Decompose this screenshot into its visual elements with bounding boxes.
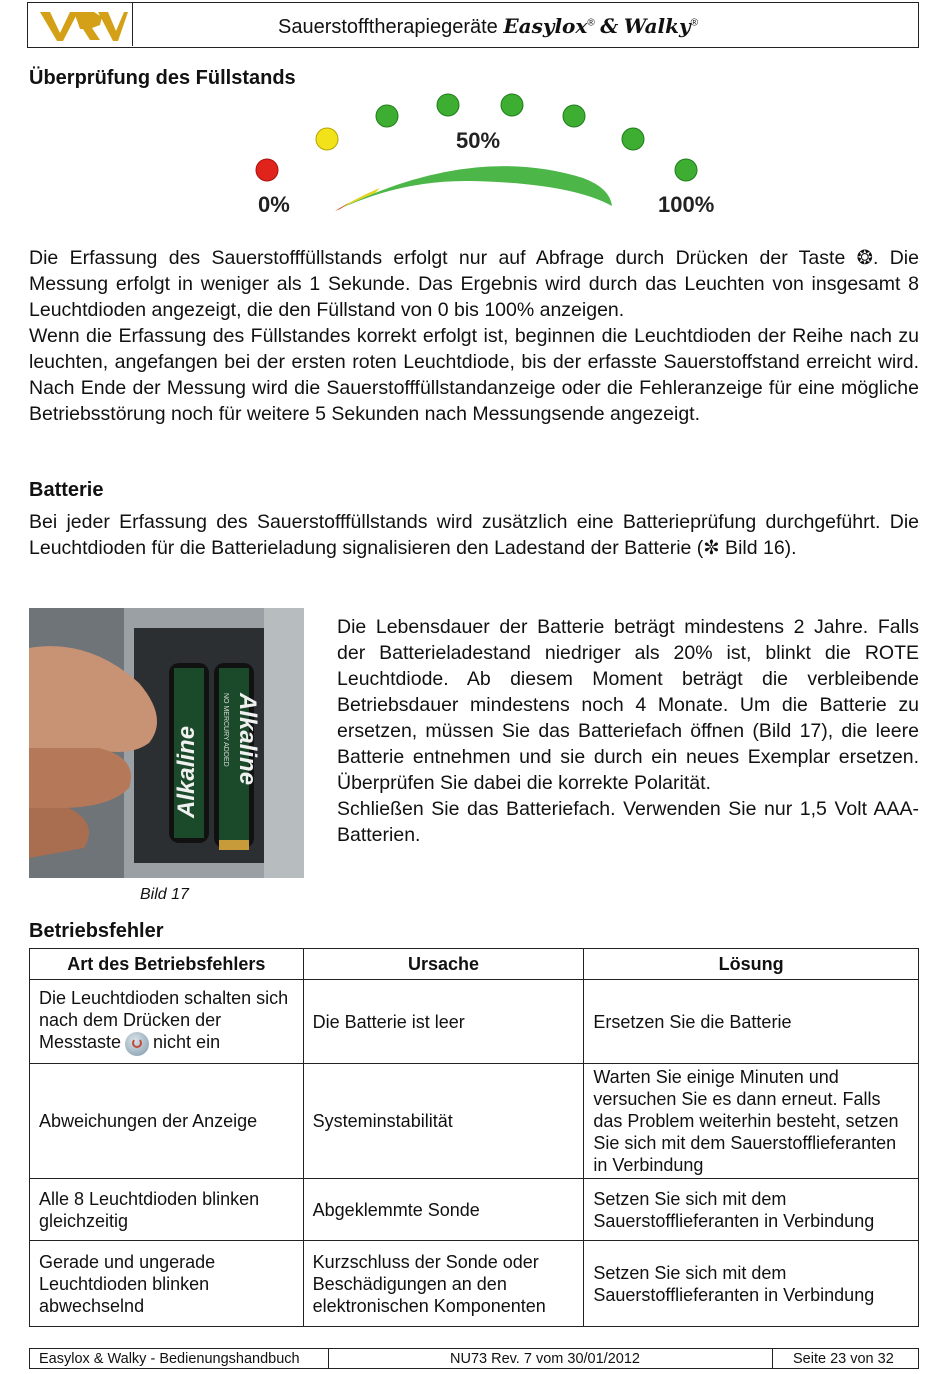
cause-cell: Abgeklemmte Sonde bbox=[303, 1179, 584, 1241]
label-100-percent: 100% bbox=[658, 192, 715, 217]
heading-battery: Batterie bbox=[29, 479, 104, 501]
table-header-row bbox=[30, 949, 919, 980]
error-cell: Abweichungen der Anzeige bbox=[30, 1064, 304, 1179]
table-row bbox=[30, 1241, 919, 1327]
heading-operating-errors: Betriebsfehler bbox=[29, 920, 164, 942]
led-8 bbox=[675, 159, 697, 181]
brand-walky: Walky bbox=[623, 14, 691, 38]
solution-cell: Setzen Sie sich mit dem Sauerstofflieferanten in Verbindung bbox=[584, 1179, 919, 1241]
led-6 bbox=[563, 105, 585, 127]
table-row bbox=[30, 980, 919, 1064]
power-button-icon bbox=[125, 1032, 149, 1056]
gauge-arc-green bbox=[335, 166, 612, 211]
column-header-cause: Ursache bbox=[303, 949, 584, 980]
footer-divider bbox=[772, 1349, 773, 1368]
label-0-percent: 0% bbox=[258, 192, 290, 217]
battery-replacement-text bbox=[337, 614, 919, 848]
footer-divider bbox=[328, 1349, 329, 1368]
measure-button-icon: ❂ bbox=[856, 247, 873, 269]
heading-fill-level: Überprüfung des Füllstands bbox=[29, 67, 296, 89]
fill-level-description bbox=[29, 245, 919, 427]
svg-text:NO MERCURY ADDED: NO MERCURY ADDED bbox=[222, 693, 229, 767]
registered-mark: ® bbox=[587, 17, 595, 29]
ampersand: & bbox=[600, 14, 619, 38]
document-title bbox=[278, 14, 698, 39]
paragraph-battery-life: Die Lebensdauer der Batterie beträgt mindestens 2 Jahre. Falls der Batterieladestand niedriger als 20% ist, blinkt die ROTE Leuchtdiode. Ab diesem Moment beträgt die verbleibende Betriebsdauer mindestens noch 4 Monate. Um die Batterie zu ersetzen, müssen Sie das Batteriefach öffnen (Bild 17), die leere Batterie entnehmen und sie durch ein neues Exemplar ersetzen. Überprüfen Sie dabei die korrekte Polarität. bbox=[337, 616, 919, 794]
solution-cell: Setzen Sie sich mit dem Sauerstofflieferanten in Verbindung bbox=[584, 1241, 919, 1327]
cause-cell: Systeminstabilität bbox=[303, 1064, 584, 1179]
table-row bbox=[30, 1179, 919, 1241]
svg-text:Alkaline: Alkaline bbox=[173, 725, 200, 818]
page-footer bbox=[29, 1348, 919, 1369]
battery-compartment-photo bbox=[29, 608, 304, 878]
cause-cell: Die Batterie ist leer bbox=[303, 980, 584, 1064]
page-header bbox=[27, 2, 919, 48]
title-prefix: Sauerstofftherapiegeräte bbox=[278, 16, 498, 38]
error-cell: Alle 8 Leuchtdioden blinken gleichzeitig bbox=[30, 1179, 304, 1241]
led-2 bbox=[316, 128, 338, 150]
svg-text:Alkaline: Alkaline bbox=[234, 693, 261, 786]
footer-revision: NU73 Rev. 7 vom 30/01/2012 bbox=[450, 1351, 640, 1367]
fill-level-gauge bbox=[240, 88, 720, 223]
vrv-logo-icon bbox=[28, 3, 132, 46]
cause-cell: Kurzschluss der Sonde oder Beschädigungen an den elektronischen Komponenten bbox=[303, 1241, 584, 1327]
brand-easylox: Easylox bbox=[503, 14, 588, 38]
led-7 bbox=[622, 128, 644, 150]
column-header-solution: Lösung bbox=[584, 949, 919, 980]
reference-icon: ✼ bbox=[703, 537, 720, 559]
battery-description: Bei jeder Erfassung des Sauerstofffüllstands wird zusätzlich eine Batterieprüfung durchgeführt. Die Leuchtdioden für die Batterieladung signalisieren den Ladestand der Batterie (✼ Bild 16). bbox=[29, 511, 919, 559]
label-50-percent: 50% bbox=[456, 128, 501, 153]
error-cell: Die Leuchtdioden schalten sich nach dem Drücken der Messtaste nicht ein bbox=[30, 980, 304, 1064]
led-4 bbox=[437, 94, 459, 116]
footer-page-number: Seite 23 von 32 bbox=[793, 1351, 894, 1367]
registered-mark: ® bbox=[690, 17, 699, 29]
led-1 bbox=[256, 159, 278, 181]
footer-manual-title: Easylox & Walky - Bedienungshandbuch bbox=[39, 1351, 300, 1367]
operating-errors-table bbox=[29, 948, 919, 1327]
table-row bbox=[30, 1064, 919, 1179]
paragraph-measurement: Die Erfassung des Sauerstofffüllstands erfolgt nur auf Abfrage durch Drücken der Taste ❂. Die Messung erfolgt in weniger als 1 Sekunde. Das Ergebnis wird durch das Leuchten von insgesamt 8 Leuchtdioden angezeigt, die den Füllstand von 0 bis 100% anzeigen. bbox=[29, 247, 919, 321]
led-3 bbox=[376, 105, 398, 127]
gauge-arc-red bbox=[335, 202, 350, 211]
company-logo bbox=[28, 3, 133, 46]
solution-cell: Warten Sie einige Minuten und versuchen Sie es dann erneut. Falls das Problem weiterhin besteht, setzen Sie sich mit dem Sauerstofflieferanten in Verbindung bbox=[584, 1064, 919, 1179]
solution-cell: Ersetzen Sie die Batterie bbox=[584, 980, 919, 1064]
paragraph-led-sequence: Wenn die Erfassung des Füllstandes korrekt erfolgt ist, beginnen die Leuchtdioden der Reihe nach zu leuchten, angefangen bei der ersten roten Leuchtdiode, bis der erfasste Sauerstoffstand erreicht wird. Nach Ende der Messung wird die Sauerstofffüllstandanzeige oder die Fehleranzeige für eine mögliche Betriebsstörung noch für weitere 5 Sekunden nach Messungsende angezeigt. bbox=[29, 325, 919, 425]
column-header-error: Art des Betriebsfehlers bbox=[30, 949, 304, 980]
led-5 bbox=[501, 94, 523, 116]
photo-caption: Bild 17 bbox=[140, 886, 189, 903]
battery-photo-illustration bbox=[29, 608, 304, 878]
paragraph-close-compartment: Schließen Sie das Batteriefach. Verwenden Sie nur 1,5 Volt AAA-Batterien. bbox=[337, 798, 919, 846]
error-cell: Gerade und ungerade Leuchtdioden blinken abwechselnd bbox=[30, 1241, 304, 1327]
